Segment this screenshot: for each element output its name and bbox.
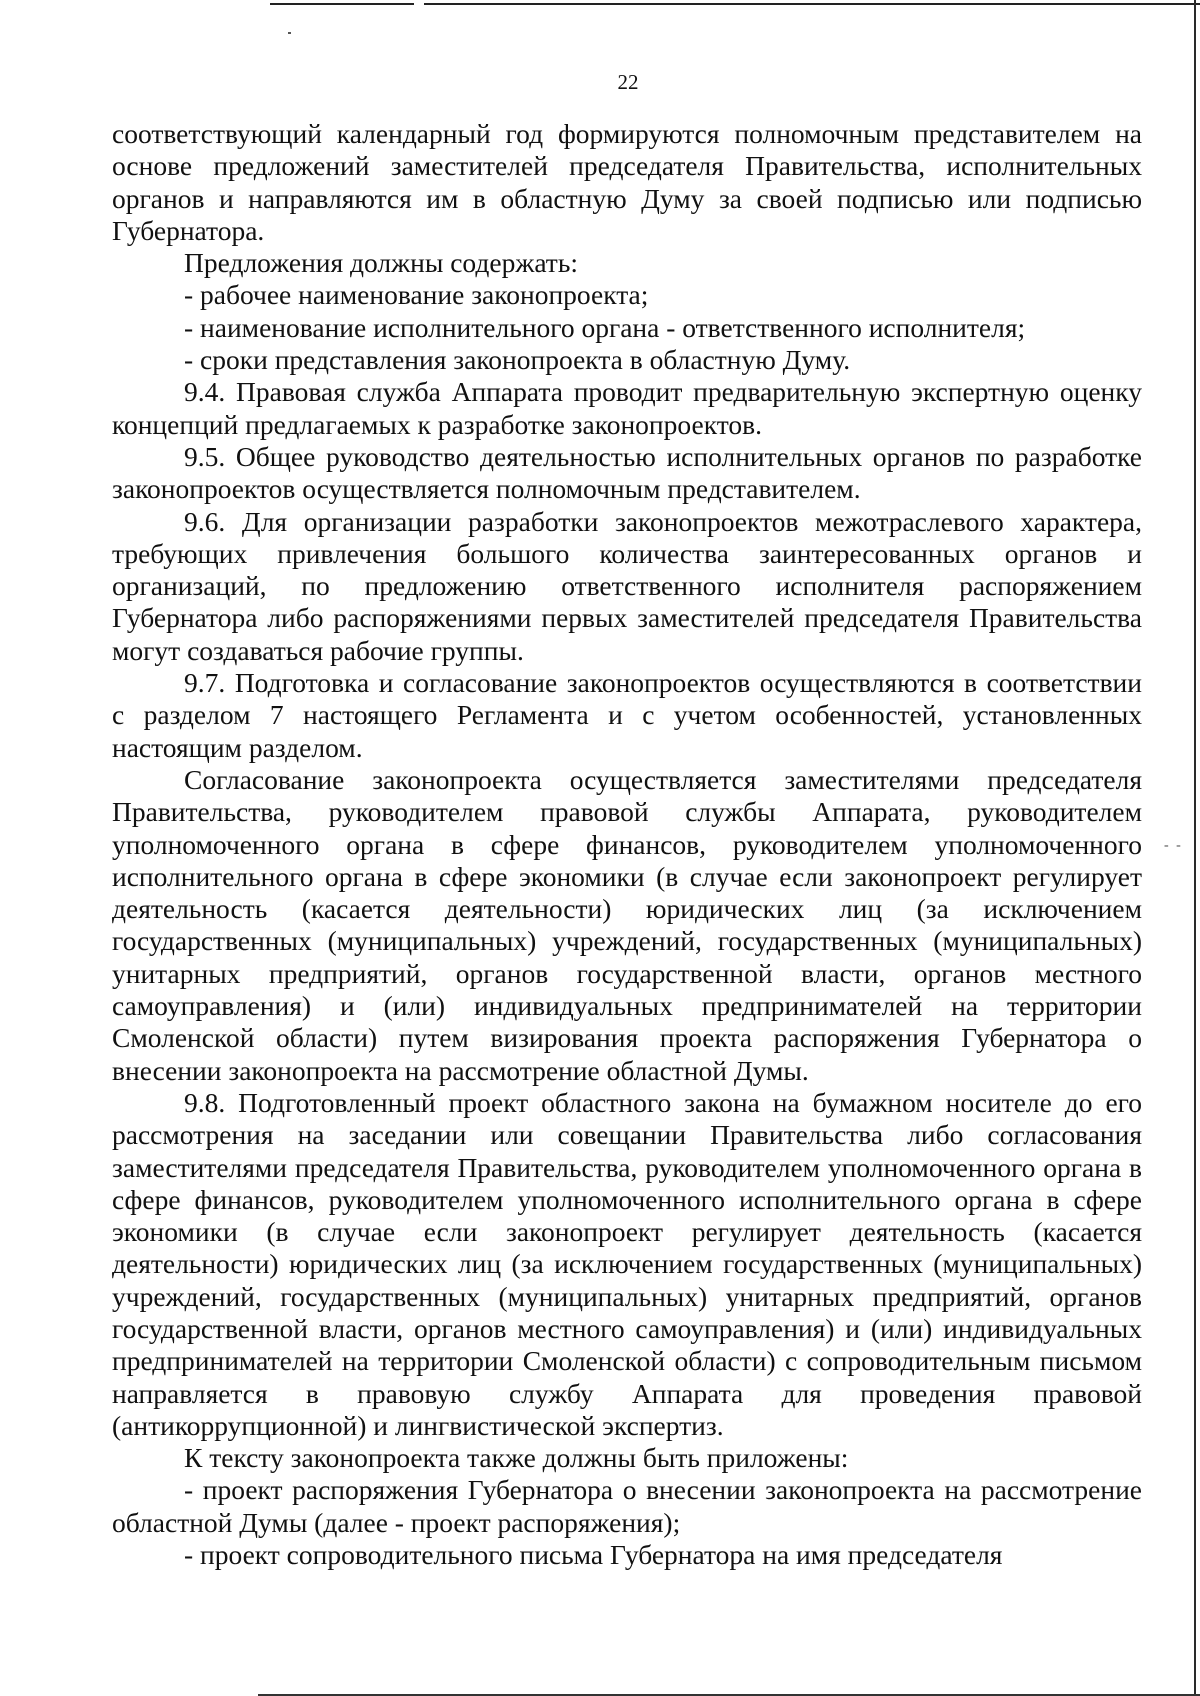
clause-9-6: 9.6. Для организации разработки законопроектов межотраслевого характера, требующих привлечения большого количества заинтересованных органов и организаций, по предложению ответственного исполнителя распоряжением Губернатора либо распоряжениями первых заместителей председателя Правительства могут создаваться рабочие группы. <box>112 505 1142 666</box>
list-item: - проект распоряжения Губернатора о внесении законопроекта на рассмотрение областной Думы (далее - проект распоряжения); <box>112 1474 1142 1538</box>
paragraph: соответствующий календарный год формируются полномочным представителем на основе предложений заместителей председателя Правительства, исполнительных органов и направляются им в областную Думу за своей подписью или подписью Губернатора. <box>112 118 1142 246</box>
clause-9-7: 9.7. Подготовка и согласование законопроектов осуществляются в соответствии с разделом 7 настоящего Регламента и с учетом особенностей, установленных настоящим разделом. <box>112 667 1142 763</box>
list-item: - рабочее наименование законопроекта; <box>184 279 649 311</box>
list-item: - наименование исполнительного органа - ответственного исполнителя; <box>184 311 1026 343</box>
paragraph: Согласование законопроекта осуществляется заместителями председателя Правительства, руководителем правовой службы Аппарата, руководителем уполномоченного органа в сфере финансов, руководителем уполномоченного исполнительного органа в сфере экономики (в случае если законопроект регулирует деятельность (касается деятельности) юридических лиц (за исключением государственных (муниципальных) учреждений, государственных (муниципальных) унитарных предприятий, органов государственной власти, органов местного самоуправления) и (или) индивидуальных предпринимателей на территории Смоленской области) путем визирования проекта распоряжения Губернатора о внесении законопроекта на рассмотрение областной Думы. <box>112 763 1142 1086</box>
margin-mark: - - <box>1164 838 1183 853</box>
clause-9-5: 9.5. Общее руководство деятельностью исполнительных органов по разработке законопроектов осуществляется полномочным представителем. <box>112 440 1142 505</box>
top-border-line <box>270 3 1200 5</box>
top-border-gap <box>414 2 424 6</box>
list-item: - проект сопроводительного письма Губернатора на имя председателя <box>184 1539 1003 1571</box>
paragraph: К тексту законопроекта также должны быть приложены: <box>184 1442 849 1474</box>
scan-speck <box>288 32 291 34</box>
document-body <box>112 118 1142 1571</box>
page-number: 22 <box>617 70 639 94</box>
clause-9-8: 9.8. Подготовленный проект областного закона на бумажном носителе до его рассмотрения на заседании или совещании Правительства либо согласования заместителями председателя Правительства, руководителем уполномоченного органа в сфере финансов, руководителем уполномоченного исполнительного органа в сфере экономики (в случае если законопроект регулирует деятельность (касается деятельности) юридических лиц (за исключением государственных (муниципальных) учреждений, государственных (муниципальных) унитарных предприятий, органов государственной власти, органов местного самоуправления) и (или) индивидуальных предпринимателей на территории Смоленской области) с сопроводительным письмом направляется в правовую службу Аппарата для проведения правовой (антикоррупционной) и лингвистической экспертиз. <box>112 1086 1142 1441</box>
right-border-line <box>1194 0 1196 1696</box>
clause-9-4: 9.4. Правовая служба Аппарата проводит предварительную экспертную оценку концепций предлагаемых к разработке законопроектов. <box>112 376 1142 440</box>
paragraph: Предложения должны содержать: <box>184 247 579 279</box>
list-item: - сроки представления законопроекта в областную Думу. <box>184 344 851 376</box>
